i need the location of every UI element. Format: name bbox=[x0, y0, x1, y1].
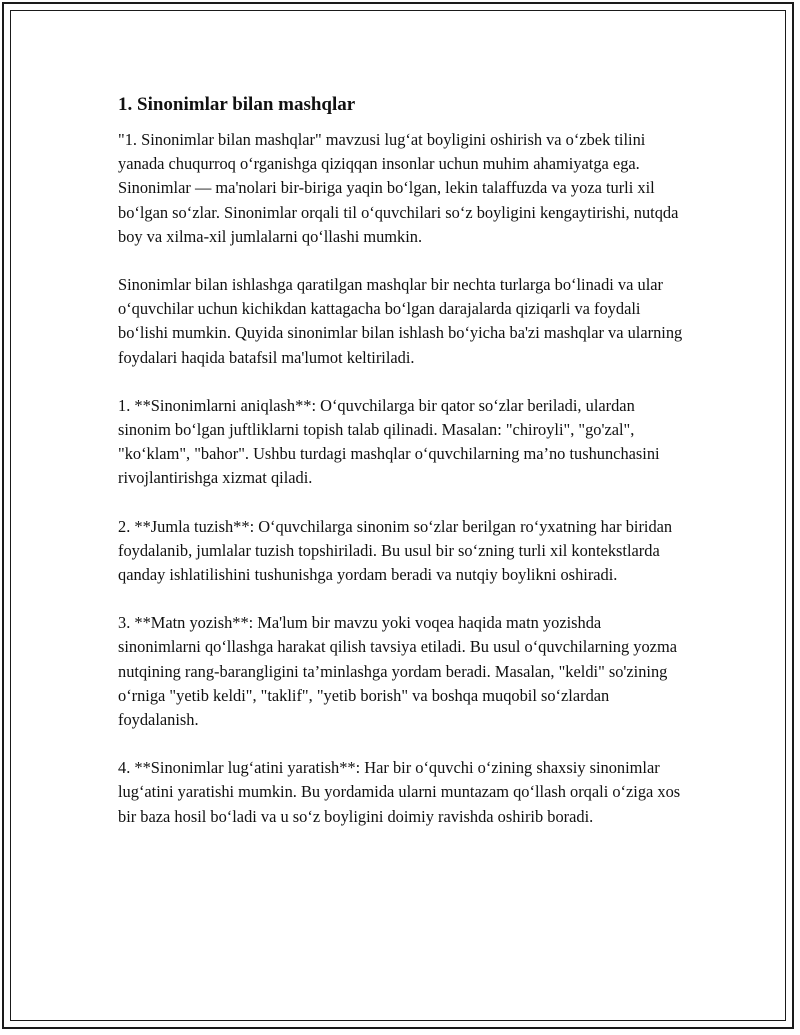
paragraph-item-4: 4. **Sinonimlar lug‘atini yaratish**: Har bir o‘quvchi o‘zining shaxsiy sinonimlar lug‘atini yaratishi mumkin. Bu yordamida ularni muntazam qo‘llash orqali o‘ziga xos bir baza hosil bo‘ladi va u so‘z boyligini doimiy ravishda oshirib boradi. bbox=[118, 758, 681, 826]
section-heading: 1. Sinonimlar bilan mashqlar bbox=[118, 94, 356, 115]
paragraph-item-3: 3. **Matn yozish**: Ma'lum bir mavzu yoki voqea haqida matn yozishda sinonimlarni qo‘llashga harakat qilish tavsiya etiladi. Bu usul o‘quvchilarning yozma nutqining rang-barangligini ta’minlashga yordam beradi. Masalan, "keldi" so'zining o‘rniga "yetib keldi", "taklif", "yetib borish" va boshqa muqobil so‘zlardan foydalanish. bbox=[118, 613, 677, 730]
paragraph-item-2: 2. **Jumla tuzish**: O‘quvchilarga sinonim so‘zlar berilgan ro‘yxatning har biridan foydalanib, jumlalar tuzish topshiriladi. Bu usul bir so‘zning turli xil kontekstlarda qanday ishlatilishini tushunishga yordam beradi va nutqiy boylikni oshiradi. bbox=[118, 516, 673, 585]
paragraph-item-1: 1. **Sinonimlarni aniqlash**: O‘quvchilarga bir qator so‘zlar beriladi, ulardan sinonim bo‘lgan juftliklarni topish talab qilinadi. Masalan: "chiroyli", "go'zal", "ko‘klam", "bahor". Ushbu turdagi mashqlar o‘quvchilarning ma’no tushunchasini rivojlantirishga xizmat qiladi. bbox=[118, 395, 660, 488]
document-body bbox=[118, 92, 688, 853]
paragraph-intro: "1. Sinonimlar bilan mashqlar" mavzusi lug‘at boyligini oshirish va o‘zbek tilini yanada chuqurroq o‘rganishga qiziqqan insonlar uchun muhim ahamiyatga ega. Sinonimlar — ma'nolari bir-biriga yaqin bo‘lgan, lekin talaffuzda va yoza turli xil bo‘lgan so‘zlar. Sinonimlar orqali til o‘quvchilari so‘z boyligini kengaytirishi, nutqda boy va xilma-xil jumlalarni qo‘llashi mumkin. bbox=[118, 130, 679, 246]
paragraph-exercise-types: Sinonimlar bilan ishlashga qaratilgan mashqlar bir nechta turlarga bo‘linadi va ular o‘quvchilar uchun kichikdan kattagacha bo‘lgan darajalarda qiziqarli va foydali bo‘lishi mumkin. Quyida sinonimlar bilan ishlash bo‘yicha ba'zi mashqlar va ularning foydalari haqida batafsil ma'lumot keltiriladi. bbox=[118, 275, 683, 367]
